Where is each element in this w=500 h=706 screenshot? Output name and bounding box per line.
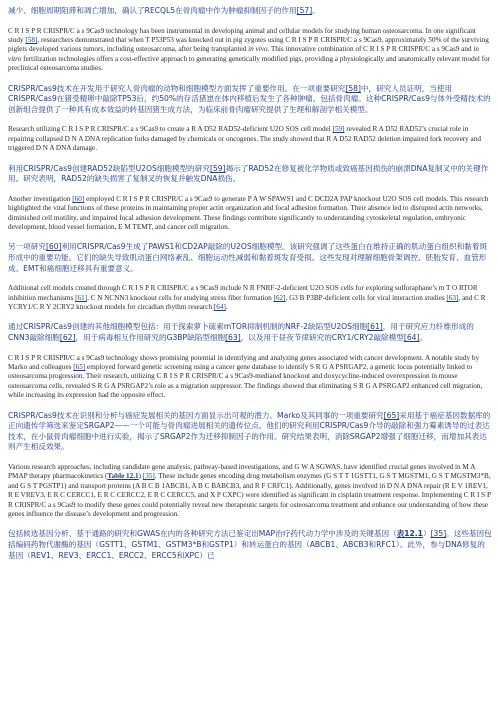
paragraph-chinese [8, 84, 492, 116]
text-run: , and C R YCRY1/C R Y 2CRY2 knockout models for circadian rhythm research [8, 293, 486, 312]
citation-link[interactable]: [58] [25, 36, 38, 44]
citation-link[interactable]: [57] [296, 6, 313, 15]
citation-link[interactable]: [65] [73, 363, 86, 372]
document-page [8, 6, 492, 571]
citation-link[interactable]: [65] [383, 410, 400, 420]
text-run: 利用CRISPR/Cas9生成了PAWS1和CD2AP敲除的U2OS细胞模型。该研究强调了这些蛋白在维持正确的肌动蛋白组织和黏着斑形成中的重要功能。它们的缺失导致肌动蛋白网络紊乱、细胞运动性减弱和黏着斑发育受损。这些发现对理解细胞骨架调控、胚胎发育、血管形成、EMT和癌细胞迁移具有重要意义。 [8, 242, 488, 273]
text-run: . This innovative combination of C R I S P R CRISPR/C a s 9Cas9 and [267, 45, 474, 54]
citation-link[interactable]: [60] [45, 242, 62, 252]
citation-link[interactable]: [35] [142, 472, 155, 481]
text-run: ，用于病毒相互作用研究的G3BP缺陷型细胞 [75, 333, 226, 343]
text-run: , researchers demonstrated that when T P53P53 was knocked out in pig zygotes using C R I S P R CRISPR/C a s 9Cas9, approximately 50% of the surviving piglets developed various tumors, including osteosarcoma, after being transplanted [8, 36, 489, 54]
text-run: 减少、细胞周期阻滞和凋亡增加，确认了RECQL5在骨肉瘤中作为肿瘤抑制因子的作用 [8, 6, 297, 15]
text-run: 另一项研究 [8, 242, 46, 252]
paragraph-chinese [8, 411, 492, 453]
citation-link[interactable]: [58] [345, 83, 361, 93]
text-run: , G3 B P3BP-deficient cells for viral interaction studies [285, 293, 447, 302]
paragraph-chinese [8, 6, 492, 17]
text-run: , C N NCNN3 knockout cells for studying stress fiber formation [87, 293, 274, 302]
citation-link[interactable]: [61] [367, 322, 383, 332]
italic-term: in vitro [8, 45, 479, 63]
italic-term: in vivo [248, 45, 268, 54]
paragraph-english [8, 27, 492, 74]
text-run: 包括候选基因分析、基于通路的研究和GWAS在内的各种研究方法已鉴定出MAP治疗药代动力学中涉及的关键基因（ [8, 529, 397, 539]
citation-link[interactable]: [62] [59, 333, 76, 343]
text-run: Additional cell models created through C R I S P R CRISPR/C a s 9Cas9 include N R FNRF-2-deficient U2O SOS cells for exploring sulforaphane’s m T O RTOR inhibition mechanisms [8, 284, 478, 302]
paragraph-english [8, 354, 492, 401]
text-run: CRISPR/Cas9技术在识别和分析与癌症发展相关的基因方面显示出可观的潜力。Marko及其同事的一项重要研究 [8, 410, 384, 420]
citation-link[interactable]: [35] [430, 529, 447, 539]
text-run: 。 [312, 6, 320, 15]
table-link[interactable]: Table 12.1 [107, 472, 139, 481]
text-run: 。 [419, 333, 428, 343]
text-run: Another investigation [8, 194, 73, 203]
table-link[interactable]: 表12.1 [396, 529, 423, 539]
citation-link[interactable]: [59] [332, 125, 345, 134]
text-run: 利用CRISPR/Cas9创建RAD52缺陷型U2OS细胞模型的研究 [8, 163, 210, 173]
paragraph-chinese [8, 322, 492, 343]
text-run: Various research approaches, including candidate gene analysis, pathway-based investigations, and G W A SGWAS, have identified crucial genes involved in M A PMAP therapy pharmacokinetics ( [8, 463, 475, 481]
text-run: C R I S P R CRISPR/C a s 9Cas9 technology shows promising potential in identifying and analyzing genes associated with cancer development. A notable study by Marko and colleagues [8, 353, 480, 372]
paragraph-chinese [8, 242, 492, 274]
text-run: ，用于研究应力纤维形成的CNN3敲除细胞 [8, 322, 474, 343]
citation-link[interactable]: [62] [273, 293, 286, 302]
citation-link[interactable]: [64] [213, 303, 226, 312]
citation-link[interactable]: [60] [72, 194, 85, 203]
paragraph-english [8, 125, 492, 153]
text-run: CRISPR/Cas9技术在开发用于研究人骨肉瘤的动物和细胞模型方面发挥了重要作用。在一项重要研究 [8, 83, 346, 93]
text-run: 采用基于癌症基因数据库的正向遗传学筛选来鉴定SRGAP2——一个可能与骨肉瘤进展相关的遗传位点。他们的研究利用CRISPR/Cas9介导的敲除和强力霉素诱导的过表达技术，在小鼠骨肉瘤细胞中进行实验，揭示了SRGAP2作为迁移抑制因子的作用。研究结果表明，消除SRGAP2增强了细胞迁移，而增加其表达则产生相反效果。 [8, 410, 491, 452]
text-run: 通过CRISPR/Cas9创建的其他细胞模型包括：用于探索萝卜硫素mTOR抑制机制的NRF-2缺陷型U2OS细胞 [8, 322, 368, 332]
citation-link[interactable]: [63] [446, 293, 459, 302]
paragraph-english [8, 195, 492, 233]
paragraph-english [8, 284, 492, 312]
citation-link[interactable]: [59] [209, 163, 226, 173]
text-run: employed C R I S P R CRISPR/C a s 9Cas9 to generate P A W SPAWS1 and C DCD2A PAP knockout U2O SOS cell models. This research highlighted the vital functions of these proteins in maintaining proper actin organization and focal adhesion formation. Their absence led to disrupted actin networks, diminished cell motility, and impaired focal adhesion development. These findings contribute significantly to understanding cytoskeletal regulation, embryonic development, blood vessel formation, E M TEMT, and cancer cell migration. [8, 194, 489, 232]
text-run: Research utilizing C R I S P R CRISPR/C a s 9Cas9 to create a R A D52 RAD52-deficient U2O SOS cell model [8, 125, 333, 134]
text-run: . These include genes encoding drug metabolism enzymes (G S T T 1GSTT1, G S T MGSTM1, G S T MGSTM3*B, and G S T PGSTP1) and transport proteins (A B C B 1ABCB1, A B C BABCB3, and R F CRFC1). Additionally, genes involved in D N A DNA repair (R E V 1REV1, R E VREV3, E R C CERCC1, E R C CERCC2, E R C CERCC5, and X P CXPC) were identified as significant in cisplatin treatment response. Implementing C R I S P R CRISPR/C a s 9Cas9 to modify these genes could potentially reveal new therapeutic targets for osteosarcoma treatment and enhance our understanding of how these genes influence the disease’s development and progression. [8, 472, 491, 519]
citation-link[interactable]: [64] [403, 333, 420, 343]
text-run: fertilization technologies offers a cost-effective approach to generating genetically modified pigs, providing a physiologically and anatomically relevant model for preclinical osteosarcoma studies. [8, 54, 491, 73]
text-run: C R I S P R CRISPR/C a s 9Cas9 technology has been instrumental in developing animal and cellular models for studying human osteosarcoma. In one significant study [8, 26, 476, 44]
text-run: employed forward genetic screening using a cancer gene database to identify S R G A PSRGAP2, a genetic locus potentially linked to osteosarcoma progression. Their research, utilizing C R I S P R CRISPR/C a s 9Cas9-mediated knockout and doxycycline-induced overexpression in mouse osteosarcoma cells, revealed S R G A PSRGAP2’s role as a migration suppressor. The findings showed that eliminating S R G A PSRGAP2 enhanced cell migration, while increasing its expression had the opposite effect. [8, 363, 483, 400]
paragraph-chinese [8, 529, 492, 561]
text-run: ) [138, 472, 143, 481]
text-run: revealed R A D52 RAD52’s crucial role in repairing collapsed D N A DNA replication forks damaged by chemicals or oncogenes. The study showed that R A D52 RAD52 deletion impaired fork recovery and triggered D N A DNA damage. [8, 125, 481, 153]
text-run: 。这些基因包括编码药物代谢酶的基因（GSTT1、GSTM1、GSTM3*B和GSTP1）和转运蛋白的基因（ABCB1、ABCB3和RFC1）。此外，参与DNA修复的基因（REV1、REV3、ERCC1、ERCC2、ERCC5和XPC）已 [8, 529, 492, 560]
text-run: 中，研究人员证明，当使用CRISPR/Cas9在猪受精卵中敲除TP53后，约50%的存活猪崽在体内移植后发生了各种肿瘤，包括骨肉瘤。这种CRISPR/Cas9与体外受精技术的创新组合提供了一种具有成本效益的转基因猪生成方法，为临床前骨肉瘤研究提供了生理和解剖学相关模型。 [8, 83, 491, 114]
text-run: 揭示了RAD52在修复被化学物质或致癌基因损伤的崩溃DNA复制叉中的关键作用。研究表明，RAD52的缺失损害了复制叉的恢复并触发DNA损伤。 [8, 163, 489, 184]
text-run: . [225, 303, 228, 312]
paragraph-chinese [8, 164, 492, 185]
citation-link[interactable]: [61] [75, 293, 88, 302]
citation-link[interactable]: [63] [225, 333, 241, 343]
paragraph-english [8, 463, 492, 519]
text-run: ，以及用于昼夜节律研究的CRY1/CRY2敲除模型 [240, 333, 404, 343]
text-run: ） [422, 529, 431, 539]
